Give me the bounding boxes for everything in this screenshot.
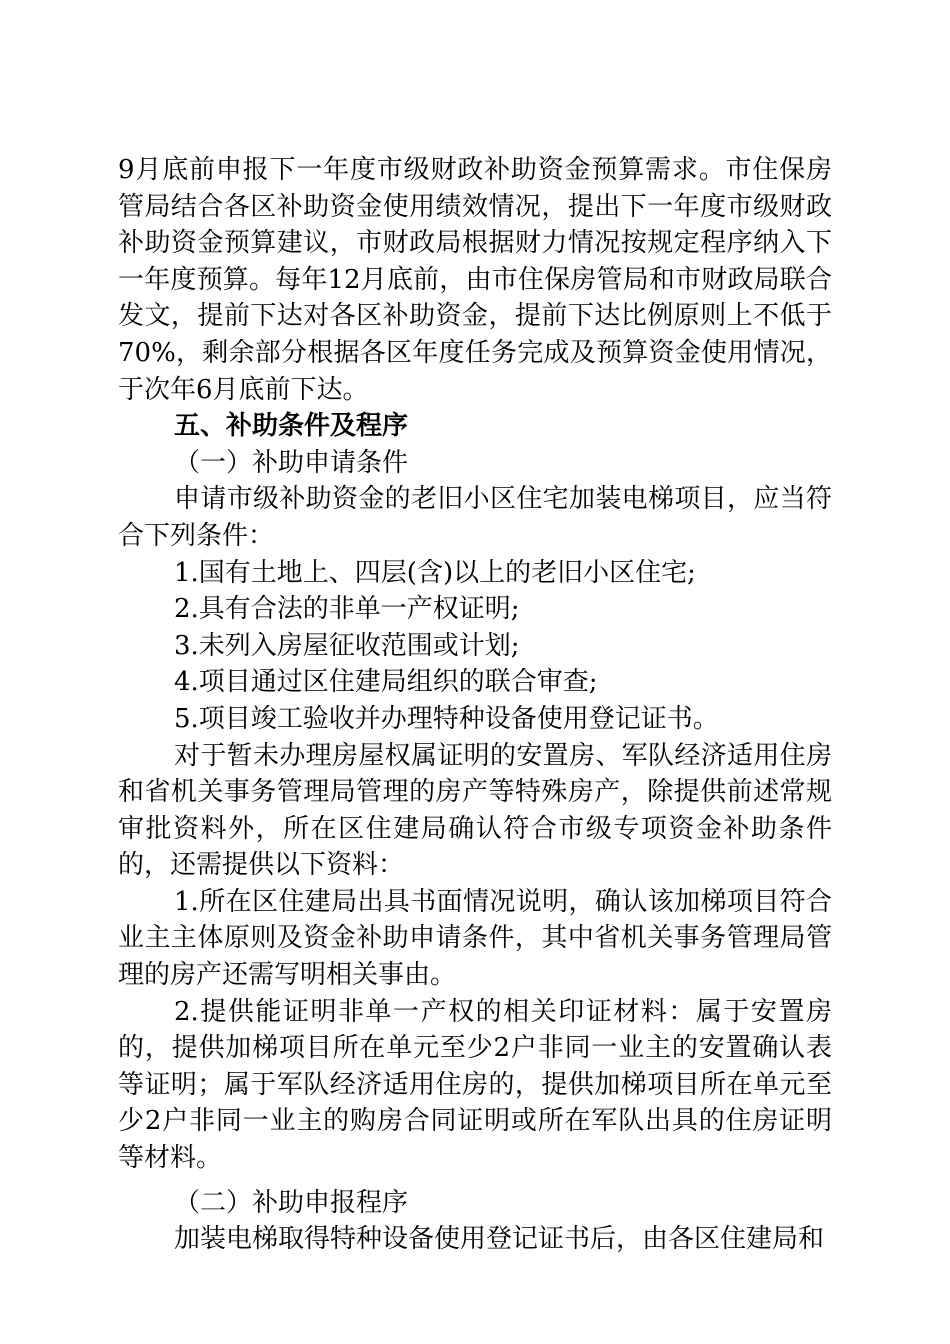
condition-item-5: 5.项目竣工验收并办理特种设备使用登记证书。	[174, 703, 719, 734]
paragraph-application-procedure: 加装电梯取得特种设备使用登记证书后，由各区住建局和	[174, 1224, 825, 1255]
section-heading-5: 五、补助条件及程序	[174, 411, 409, 442]
requirement-item-2: 2.提供能证明非单一产权的相关印证材料：属于安置房的，提供加梯项目所在单元至少2户非同一业主的安置确认表等证明；属于军队经济适用住房的，提供加梯项目所在单元至少2户非同一业主的购房合同证明或所在军队出具的住房证明等材料。	[118, 996, 832, 1174]
condition-item-2: 2.具有合法的非单一产权证明;	[174, 594, 520, 625]
subsection-heading-1: （一）补助申请条件	[174, 447, 409, 478]
paragraph-budget-schedule: 9月底前申报下一年度市级财政补助资金预算需求。市住保房管局结合各区补助资金使用绩效情况，提出下一年度市级财政补助资金预算建议，市财政局根据财力情况按规定程序纳入下一年度预算。每年12月底前，由市住保房管局和市财政局联合发文，提前下达对各区补助资金，提前下达比例原则上不低于70%，剩余部分根据各区年度任务完成及预算资金使用情况，于次年6月底前下达。	[118, 155, 832, 405]
condition-item-3: 3.未列入房屋征收范围或计划;	[174, 630, 520, 661]
paragraph-conditions-intro: 申请市级补助资金的老旧小区住宅加装电梯项目，应当符合下列条件：	[118, 484, 832, 551]
paragraph-special-property: 对于暂未办理房屋权属证明的安置房、军队经济适用住房和省机关事务管理局管理的房产等特殊房产，除提供前述常规审批资料外，所在区住建局确认符合市级专项资金补助条件的，还需提供以下资料：	[118, 740, 832, 881]
requirement-item-1: 1.所在区住建局出具书面情况说明，确认该加梯项目符合业主主体原则及资金补助申请条件，其中省机关事务管理局管理的房产还需写明相关事由。	[118, 886, 832, 991]
condition-item-1: 1.国有土地上、四层(含)以上的老旧小区住宅;	[174, 557, 696, 588]
condition-item-4: 4.项目通过区住建局组织的联合审查;	[174, 667, 598, 698]
subsection-heading-2: （二）补助申报程序	[174, 1187, 409, 1218]
document-page	[118, 152, 832, 1258]
